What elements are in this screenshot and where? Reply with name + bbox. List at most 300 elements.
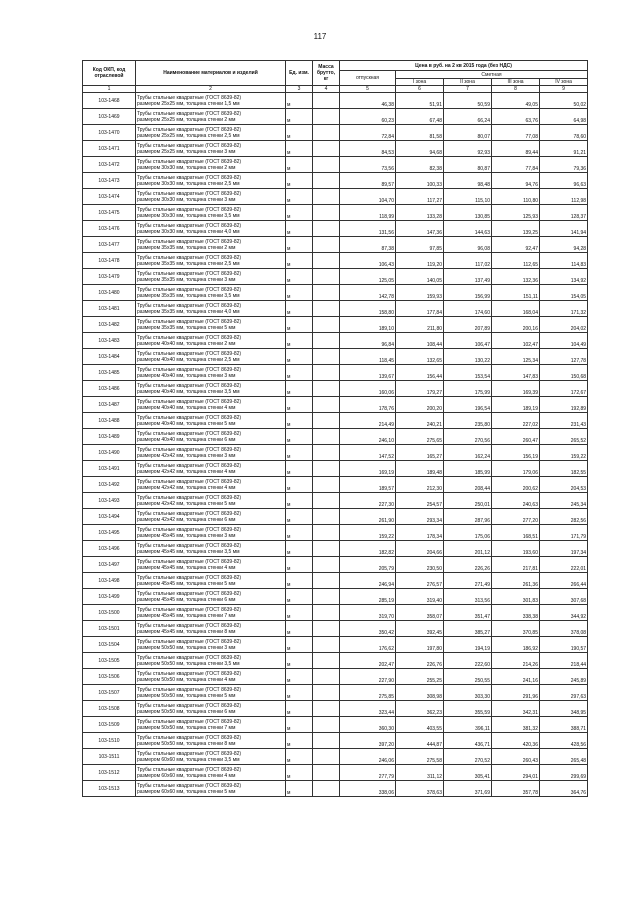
row-name-line-1: Трубы стальные квадратные (ГОСТ 8639-82) — [137, 606, 242, 613]
row-name-line-2: размером 42x42 мм, толщина стенки 4 мм — [137, 484, 236, 491]
row-unit — [286, 557, 313, 573]
col-number: 5 — [340, 86, 396, 93]
row-price-zone-1 — [396, 781, 444, 797]
row-mass — [313, 493, 340, 509]
row-price-zone-1-text: 275,58 — [426, 758, 442, 764]
row-price-zone-4-text: 231,43 — [570, 422, 587, 428]
row-name-line-2: размером 42x42 мм, толщина стенки 4 мм — [137, 468, 236, 475]
row-price-zone-2-text: 162,24 — [474, 454, 490, 460]
row-price-release — [340, 173, 396, 189]
row-name — [136, 669, 286, 685]
row-code-text: 103-1491 — [98, 465, 120, 472]
row-price-zone-2-text: 80,87 — [477, 166, 490, 172]
row-unit-text: м — [287, 614, 291, 620]
row-price-release — [340, 509, 396, 525]
row-price-release — [340, 717, 396, 733]
row-price-release-text: 118,99 — [379, 214, 394, 220]
row-price-zone-4 — [540, 349, 588, 365]
row-price-zone-4 — [540, 685, 588, 701]
row-unit-text: м — [287, 502, 291, 508]
row-price-release — [340, 493, 396, 509]
table-row — [83, 349, 588, 365]
row-price-zone-4 — [540, 717, 588, 733]
row-price-release-text: 227,90 — [378, 678, 394, 684]
row-code — [83, 349, 136, 365]
row-price-zone-3-text: 338,38 — [522, 614, 538, 620]
row-code — [83, 589, 136, 605]
row-code — [83, 765, 136, 781]
row-price-release-text: 89,57 — [381, 182, 394, 188]
row-mass — [313, 237, 340, 253]
row-price-zone-4 — [540, 573, 588, 589]
row-price-zone-4 — [540, 93, 588, 109]
row-price-zone-1 — [396, 189, 444, 205]
row-code — [83, 397, 136, 413]
row-price-zone-1-text: 140,05 — [426, 278, 442, 284]
table-row — [83, 717, 588, 733]
row-name-line-1: Трубы стальные квадратные (ГОСТ 8639-82) — [137, 670, 242, 677]
row-price-release-text: 277,79 — [378, 774, 394, 780]
row-price-zone-4 — [540, 317, 588, 333]
row-price-zone-1-text: 444,87 — [426, 742, 442, 748]
row-name-line-1: Трубы стальные квадратные (ГОСТ 8639-82) — [137, 430, 242, 437]
row-price-zone-4 — [540, 445, 588, 461]
row-code — [83, 557, 136, 573]
row-name — [136, 397, 286, 413]
row-price-zone-3-text: 420,36 — [522, 742, 538, 748]
row-price-zone-1 — [396, 109, 444, 125]
row-unit-text: м — [287, 230, 291, 236]
row-code — [83, 461, 136, 477]
row-price-zone-2 — [444, 445, 492, 461]
row-price-zone-3 — [492, 173, 540, 189]
row-price-zone-2 — [444, 381, 492, 397]
row-price-zone-1 — [396, 173, 444, 189]
row-mass — [313, 349, 340, 365]
row-price-release — [340, 189, 396, 205]
row-price-zone-1-text: 189,48 — [426, 470, 442, 476]
table-row — [83, 109, 588, 125]
row-price-release — [340, 317, 396, 333]
row-name-line-1: Трубы стальные квадратные (ГОСТ 8639-82) — [137, 654, 242, 661]
row-price-zone-2 — [444, 189, 492, 205]
row-price-zone-1-text: 254,57 — [426, 502, 442, 508]
row-mass — [313, 173, 340, 189]
row-name-line-1: Трубы стальные квадратные (ГОСТ 8639-82) — [137, 366, 242, 373]
row-price-zone-3 — [492, 557, 540, 573]
row-unit — [286, 445, 313, 461]
row-code — [83, 621, 136, 637]
row-price-zone-2 — [444, 573, 492, 589]
row-price-zone-2-text: 201,12 — [474, 550, 490, 556]
row-price-release — [340, 605, 396, 621]
row-price-release-text: 131,56 — [378, 230, 394, 236]
row-code-text: 103-1480 — [98, 289, 120, 296]
row-price-zone-4-text: 172,67 — [570, 390, 587, 396]
row-price-zone-4 — [540, 285, 588, 301]
row-name — [136, 653, 286, 669]
row-unit-text: м — [287, 790, 291, 796]
row-price-release-text: 178,76 — [378, 406, 394, 412]
row-mass — [313, 525, 340, 541]
row-price-zone-3 — [492, 413, 540, 429]
row-name-line-2: размером 25x25 мм, толщина стенки 2,5 мм — [137, 132, 240, 139]
row-name-line-1: Трубы стальные квадратные (ГОСТ 8639-82) — [137, 590, 242, 597]
row-code-text: 103-1511 — [98, 753, 120, 760]
row-code-text: 103-1481 — [98, 305, 120, 312]
row-name — [136, 125, 286, 141]
row-price-release-text: 275,85 — [378, 694, 394, 700]
table-row — [83, 765, 588, 781]
table-row — [83, 93, 588, 109]
row-price-zone-2-text: 436,71 — [474, 742, 490, 748]
row-unit-text: м — [287, 310, 291, 316]
row-name — [136, 621, 286, 637]
row-mass — [313, 397, 340, 413]
row-price-release-text: 205,79 — [378, 566, 394, 572]
row-price-zone-2 — [444, 397, 492, 413]
row-price-release — [340, 573, 396, 589]
row-price-zone-2-text: 270,52 — [474, 758, 490, 764]
row-name-line-2: размером 35x35 мм, толщина стенки 2 мм — [137, 244, 236, 251]
row-price-zone-2 — [444, 333, 492, 349]
row-name-line-2: размером 45x45 мм, толщина стенки 3 мм — [137, 532, 236, 539]
row-price-release — [340, 525, 396, 541]
row-mass — [313, 477, 340, 493]
row-price-zone-1 — [396, 269, 444, 285]
row-price-release-text: 246,06 — [378, 758, 394, 764]
row-price-release — [340, 541, 396, 557]
row-unit-text: м — [287, 214, 291, 220]
row-unit — [286, 541, 313, 557]
row-unit-text: м — [287, 374, 291, 380]
row-code-text: 103-1500 — [98, 609, 120, 616]
row-price-zone-4-text: 192,89 — [570, 406, 587, 412]
row-unit-text: м — [287, 262, 291, 268]
row-code — [83, 109, 136, 125]
row-price-zone-4 — [540, 333, 588, 349]
row-price-zone-3 — [492, 621, 540, 637]
row-mass — [313, 765, 340, 781]
row-price-zone-4 — [540, 765, 588, 781]
row-price-release — [340, 349, 396, 365]
row-price-zone-3-text: 370,85 — [522, 630, 538, 636]
row-unit-text: м — [287, 118, 291, 124]
row-price-zone-3-text: 214,26 — [522, 662, 538, 668]
row-name-line-1: Трубы стальные квадратные (ГОСТ 8639-82) — [137, 398, 242, 405]
row-name-line-2: размером 45x45 мм, толщина стенки 5 мм — [137, 580, 236, 587]
table-row — [83, 637, 588, 653]
row-name-line-1: Трубы стальные квадратные (ГОСТ 8639-82) — [137, 734, 242, 741]
row-price-release-text: 246,94 — [378, 582, 394, 588]
row-code-text: 103-1493 — [98, 497, 120, 504]
row-name — [136, 477, 286, 493]
row-price-zone-3-text: 49,05 — [525, 102, 538, 108]
row-price-zone-1-text: 179,27 — [426, 390, 442, 396]
row-price-zone-2-text: 50,59 — [477, 102, 490, 108]
row-name-line-2: размером 42x42 мм, толщина стенки 5 мм — [137, 500, 236, 507]
table-body — [83, 93, 588, 797]
row-name-line-1: Трубы стальные квадратные (ГОСТ 8639-82) — [137, 382, 242, 389]
row-price-zone-3-text: 89,44 — [525, 150, 538, 156]
row-name-line-1: Трубы стальные квадратные (ГОСТ 8639-82) — [137, 238, 242, 245]
row-code — [83, 301, 136, 317]
row-price-zone-3-text: 291,96 — [522, 694, 538, 700]
table-row — [83, 397, 588, 413]
row-price-release-text: 159,22 — [378, 534, 394, 540]
row-price-zone-1-text: 226,76 — [426, 662, 442, 668]
row-mass — [313, 93, 340, 109]
row-mass — [313, 749, 340, 765]
row-price-release-text: 72,84 — [381, 134, 394, 140]
row-price-zone-1-text: 293,34 — [426, 518, 442, 524]
row-price-zone-4-text: 299,69 — [570, 774, 587, 780]
row-price-zone-4-text: 204,53 — [570, 486, 587, 492]
row-name — [136, 461, 286, 477]
row-name-line-1: Трубы стальные квадратные (ГОСТ 8639-82) — [137, 254, 242, 261]
row-price-zone-2 — [444, 317, 492, 333]
row-unit — [286, 781, 313, 797]
row-price-release — [340, 301, 396, 317]
row-name — [136, 253, 286, 269]
row-unit — [286, 621, 313, 637]
row-price-zone-3-text: 169,39 — [522, 390, 538, 396]
row-price-release — [340, 749, 396, 765]
row-price-zone-3-text: 260,47 — [522, 438, 538, 444]
row-price-zone-1 — [396, 605, 444, 621]
row-price-zone-2 — [444, 157, 492, 173]
row-name-line-2: размером 40x40 мм, толщина стенки 4 мм — [137, 404, 236, 411]
row-mass — [313, 573, 340, 589]
row-price-zone-2 — [444, 669, 492, 685]
row-price-zone-4-text: 265,48 — [570, 758, 587, 764]
row-price-release — [340, 365, 396, 381]
row-price-zone-3 — [492, 653, 540, 669]
row-price-zone-3 — [492, 733, 540, 749]
row-mass — [313, 445, 340, 461]
row-price-zone-3-text: 294,01 — [522, 774, 538, 780]
row-price-zone-4 — [540, 173, 588, 189]
row-price-zone-1-text: 67,48 — [429, 118, 442, 124]
row-unit — [286, 685, 313, 701]
row-price-zone-3 — [492, 637, 540, 653]
row-price-zone-1 — [396, 205, 444, 221]
row-price-zone-3-text: 125,93 — [522, 214, 538, 220]
row-price-zone-3 — [492, 701, 540, 717]
table-row — [83, 605, 588, 621]
row-code-text: 103-1510 — [98, 737, 120, 744]
row-price-zone-4-text: 428,56 — [570, 742, 587, 748]
row-code — [83, 477, 136, 493]
row-price-release — [340, 109, 396, 125]
row-name — [136, 93, 286, 109]
row-mass — [313, 301, 340, 317]
row-price-zone-4-text: 297,63 — [570, 694, 587, 700]
row-unit-text: м — [287, 774, 291, 780]
row-unit — [286, 461, 313, 477]
row-mass — [313, 221, 340, 237]
row-price-release — [340, 589, 396, 605]
row-price-zone-4 — [540, 125, 588, 141]
row-name-line-1: Трубы стальные квадратные (ГОСТ 8639-82) — [137, 750, 242, 757]
row-price-zone-4-text: 388,71 — [570, 726, 587, 732]
row-name-line-1: Трубы стальные квадратные (ГОСТ 8639-82) — [137, 110, 242, 117]
row-price-release — [340, 621, 396, 637]
price-table — [82, 60, 588, 797]
row-price-zone-4-text: 154,05 — [570, 294, 587, 300]
row-mass — [313, 189, 340, 205]
row-price-zone-2 — [444, 221, 492, 237]
row-price-zone-3 — [492, 365, 540, 381]
row-code-text: 103-1513 — [98, 785, 120, 792]
row-price-release-text: 84,53 — [381, 150, 394, 156]
row-price-release-text: 397,20 — [378, 742, 394, 748]
row-name — [136, 301, 286, 317]
table-row — [83, 701, 588, 717]
row-price-zone-2 — [444, 141, 492, 157]
row-code — [83, 157, 136, 173]
row-name-line-1: Трубы стальные квадратные (ГОСТ 8639-82) — [137, 334, 242, 341]
row-price-zone-1 — [396, 397, 444, 413]
row-price-zone-2-text: 303,30 — [474, 694, 490, 700]
row-mass — [313, 509, 340, 525]
table-row — [83, 237, 588, 253]
row-unit — [286, 269, 313, 285]
row-price-release-text: 176,62 — [378, 646, 394, 652]
row-price-zone-3 — [492, 781, 540, 797]
row-price-zone-2 — [444, 621, 492, 637]
row-price-zone-1 — [396, 509, 444, 525]
row-mass — [313, 557, 340, 573]
row-price-zone-1 — [396, 573, 444, 589]
col-number: 1 — [83, 86, 136, 93]
row-price-release — [340, 701, 396, 717]
row-name-line-2: размером 40x40 мм, толщина стенки 2 мм — [137, 340, 236, 347]
table-row — [83, 685, 588, 701]
row-price-release — [340, 333, 396, 349]
row-price-zone-2 — [444, 685, 492, 701]
row-name-line-1: Трубы стальные квадратные (ГОСТ 8639-82) — [137, 558, 242, 565]
row-price-release — [340, 637, 396, 653]
header-price-title: Цена в руб. на 2 кв 2015 года (без НДС) — [340, 61, 588, 71]
row-name-line-2: размером 40x40 мм, толщина стенки 2,5 мм — [137, 356, 240, 363]
row-price-zone-1 — [396, 493, 444, 509]
row-code — [83, 381, 136, 397]
row-name-line-1: Трубы стальные квадратные (ГОСТ 8639-82) — [137, 702, 242, 709]
row-price-zone-2-text: 351,47 — [474, 614, 490, 620]
row-code — [83, 733, 136, 749]
row-code-text: 103-1489 — [98, 433, 120, 440]
row-price-zone-4 — [540, 397, 588, 413]
row-price-zone-3-text: 179,06 — [522, 470, 538, 476]
row-price-zone-2 — [444, 413, 492, 429]
row-name-line-1: Трубы стальные квадратные (ГОСТ 8639-82) — [137, 462, 242, 469]
row-price-zone-2-text: 208,44 — [474, 486, 490, 492]
table-row — [83, 525, 588, 541]
row-name-line-2: размером 45x45 мм, толщина стенки 6 мм — [137, 596, 236, 603]
row-code — [83, 637, 136, 653]
row-price-zone-4-text: 348,95 — [570, 710, 587, 716]
row-price-zone-3 — [492, 765, 540, 781]
row-name-line-2: размером 50x50 мм, толщина стенки 6 мм — [137, 708, 236, 715]
row-price-zone-1-text: 100,33 — [426, 182, 442, 188]
table-row — [83, 157, 588, 173]
row-mass — [313, 317, 340, 333]
row-code — [83, 781, 136, 797]
row-price-release — [340, 285, 396, 301]
row-price-zone-3 — [492, 509, 540, 525]
row-price-zone-2-text: 144,63 — [474, 230, 490, 236]
row-name — [136, 413, 286, 429]
row-name-line-2: размером 25x25 мм, толщина стенки 2 мм — [137, 116, 236, 123]
row-price-release — [340, 477, 396, 493]
row-code — [83, 749, 136, 765]
row-mass — [313, 285, 340, 301]
row-mass — [313, 685, 340, 701]
row-price-zone-4-text: 378,08 — [570, 630, 587, 636]
row-mass — [313, 461, 340, 477]
row-name-line-2: размером 25x25 мм, толщина стенки 3 мм — [137, 148, 236, 155]
row-code — [83, 413, 136, 429]
row-unit-text: м — [287, 422, 291, 428]
table-row — [83, 477, 588, 493]
row-unit — [286, 253, 313, 269]
row-price-zone-3-text: 92,47 — [525, 246, 538, 252]
row-code-text: 103-1501 — [98, 625, 120, 632]
row-unit — [286, 605, 313, 621]
row-mass — [313, 429, 340, 445]
row-mass — [313, 109, 340, 125]
row-price-zone-4 — [540, 381, 588, 397]
row-code — [83, 317, 136, 333]
row-price-zone-3-text: 132,36 — [522, 278, 538, 284]
row-mass — [313, 717, 340, 733]
row-unit-text: м — [287, 678, 291, 684]
row-name-line-1: Трубы стальные квадратные (ГОСТ 8639-82) — [137, 478, 242, 485]
row-unit — [286, 589, 313, 605]
table-row — [83, 621, 588, 637]
row-name — [136, 285, 286, 301]
row-price-zone-4 — [540, 221, 588, 237]
row-code-text: 103-1497 — [98, 561, 120, 568]
row-price-zone-2 — [444, 637, 492, 653]
row-price-zone-3-text: 110,80 — [523, 198, 538, 204]
row-price-release — [340, 221, 396, 237]
row-price-zone-3-text: 94,76 — [525, 182, 538, 188]
row-price-zone-4-text: 141,94 — [570, 230, 587, 236]
row-price-release — [340, 765, 396, 781]
row-price-zone-4-text: 150,68 — [570, 374, 587, 380]
row-price-zone-3 — [492, 333, 540, 349]
row-price-release-text: 261,90 — [378, 518, 394, 524]
row-name-line-2: размером 50x50 мм, толщина стенки 7 мм — [137, 724, 236, 731]
table-row — [83, 189, 588, 205]
row-name — [136, 429, 286, 445]
row-price-zone-1 — [396, 221, 444, 237]
col-number: 6 — [396, 86, 444, 93]
table-row — [83, 429, 588, 445]
row-price-zone-3 — [492, 141, 540, 157]
table-row — [83, 509, 588, 525]
row-price-zone-4-text: 344,92 — [570, 614, 587, 620]
row-code — [83, 509, 136, 525]
row-unit — [286, 669, 313, 685]
row-price-release-text: 125,05 — [378, 278, 394, 284]
row-unit — [286, 317, 313, 333]
header-zone-3: III зона — [492, 79, 540, 86]
row-price-zone-2 — [444, 349, 492, 365]
header-estimate: Сметная — [396, 71, 588, 79]
